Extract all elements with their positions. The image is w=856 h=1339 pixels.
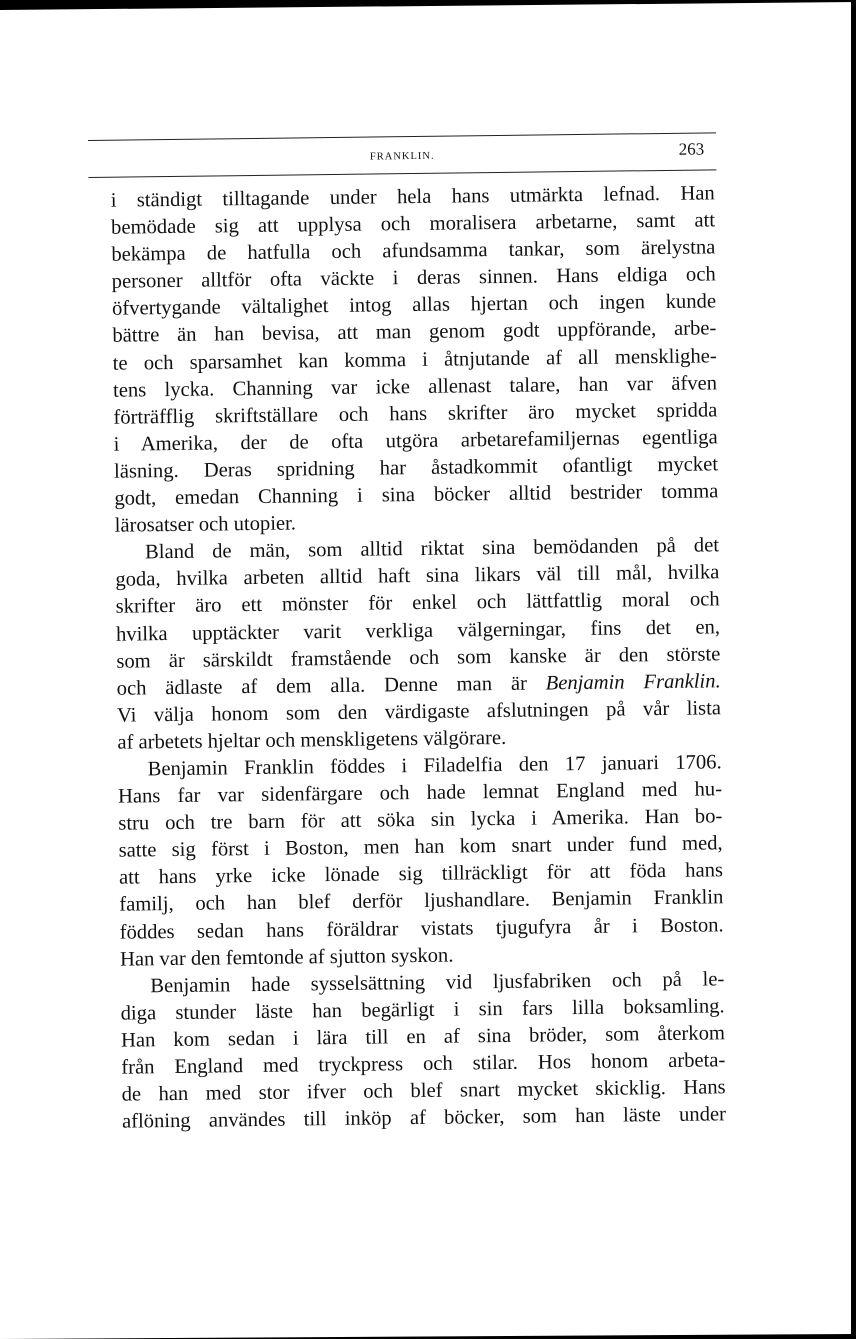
text-line: hvilka upptäckter varit verkliga välgerningar, fins det en, [115,615,721,646]
text-line: Han kom sedan i lära till en af sina bröder, som återkom [120,1022,726,1052]
text-line: af arbetets hjeltar och menskligetens välgörare. [117,726,507,754]
text-line: från England med tryckpress och stilar. Hos honom arbeta- [121,1049,726,1079]
text-line: tens lycka. Channing var icke allenast talare, han var äfven [112,371,718,402]
text-line: förträfflig skriftställare och hans skrifter äro mycket spridda [113,399,718,429]
paragraph-4 [120,966,726,1136]
text-line: läsning. Deras spridning har åstadkommit ofantligt mycket [113,453,719,483]
text-line: öfvertygande vältalighet intog allas hjertan och ingen kunde [111,290,717,321]
text-line: bekämpa de hatfulla och afundsamma tankar, som ärelystna [111,236,716,266]
text-line: bättre än han bevisa, att man genom godt uppförande, arbe- [112,317,717,348]
text-line: de han med stor ifver och blef snart mycket skicklig. Hans [121,1076,726,1106]
running-header [88,133,716,177]
paragraph-1 [111,180,719,540]
text-line: som är särskildt framstående och som kanske är den störste [116,642,721,673]
scan-border-right [851,0,856,1339]
running-title: FRANKLIN. [369,150,435,163]
text-segment: och ädlaste af dem alla. Denne man är [116,672,546,700]
text-line: familj, och han blef derför ljushandlare. Benjamin Franklin [119,886,724,917]
text-line: Han var den femtonde af sjutton syskon. [119,944,454,971]
text-line: aflöning användes till inköp af böcker, som han läste under [121,1103,727,1133]
text-line: föddes sedan hans föräldrar vistats tjugufyra år i Boston. [119,913,724,944]
book-page [88,132,728,1136]
text-line: te och sparsamhet kan komma i åtnjutande af all mensklighe- [112,344,717,375]
text-line: Benjamin hade sysselsättning vid ljusfabriken och på le- [150,968,725,998]
body-text [89,180,729,1136]
paragraph-3 [118,749,725,973]
text-line: bemödade sig att upplysa och moralisera arbetarne, samt att [110,209,716,239]
page-number: 263 [678,139,705,159]
text-line: Vi välja honom som den värdigaste afslutningen på vår lista [116,697,722,727]
text-line: goda, hvilka arbeten alltid haft sina likars väl till mål, hvilka [115,561,720,592]
text-line: lärosatser och utopier. [114,512,297,537]
text-line: stru och tre barn för att söka sin lycka i Amerika. Han bo- [118,805,723,835]
text-line: diga stunder läste han begärligt i sin fars lilla boksamling. [120,995,725,1025]
italic-name: Benjamin Franklin. [545,669,721,695]
text-line: i ständigt tilltagande under hela hans utmärkta lefnad. Han [110,182,715,212]
text-line: satte sig först i Boston, men han kom snart under fund med, [118,832,723,862]
text-line: skrifter äro ett mönster för enkel och lättfattlig moral och [115,588,720,619]
text-line: Hans far var sidenfärgare och hade lemnat England med hu- [117,778,723,808]
text-line: Benjamin Franklin föddes i Filadelfia den 17 januari 1706. [147,751,722,781]
paragraph-2 [115,533,722,757]
text-line: i Amerika, der de ofta utgöra arbetarefamiljernas egentliga [113,426,718,456]
scan-border-top [0,0,856,10]
scan-border-bottom [0,1334,856,1339]
text-line: att hans yrke icke lönade sig tillräckligt för att föda hans [118,859,724,890]
text-line: Bland de män, som alltid riktat sina bemödanden på det [144,534,720,564]
text-line: personer alltför ofta väckte i deras sinnen. Hans eldiga och [111,263,716,294]
text-line: godt, emedan Channing i sina böcker alltid bestrider tomma [114,480,719,510]
